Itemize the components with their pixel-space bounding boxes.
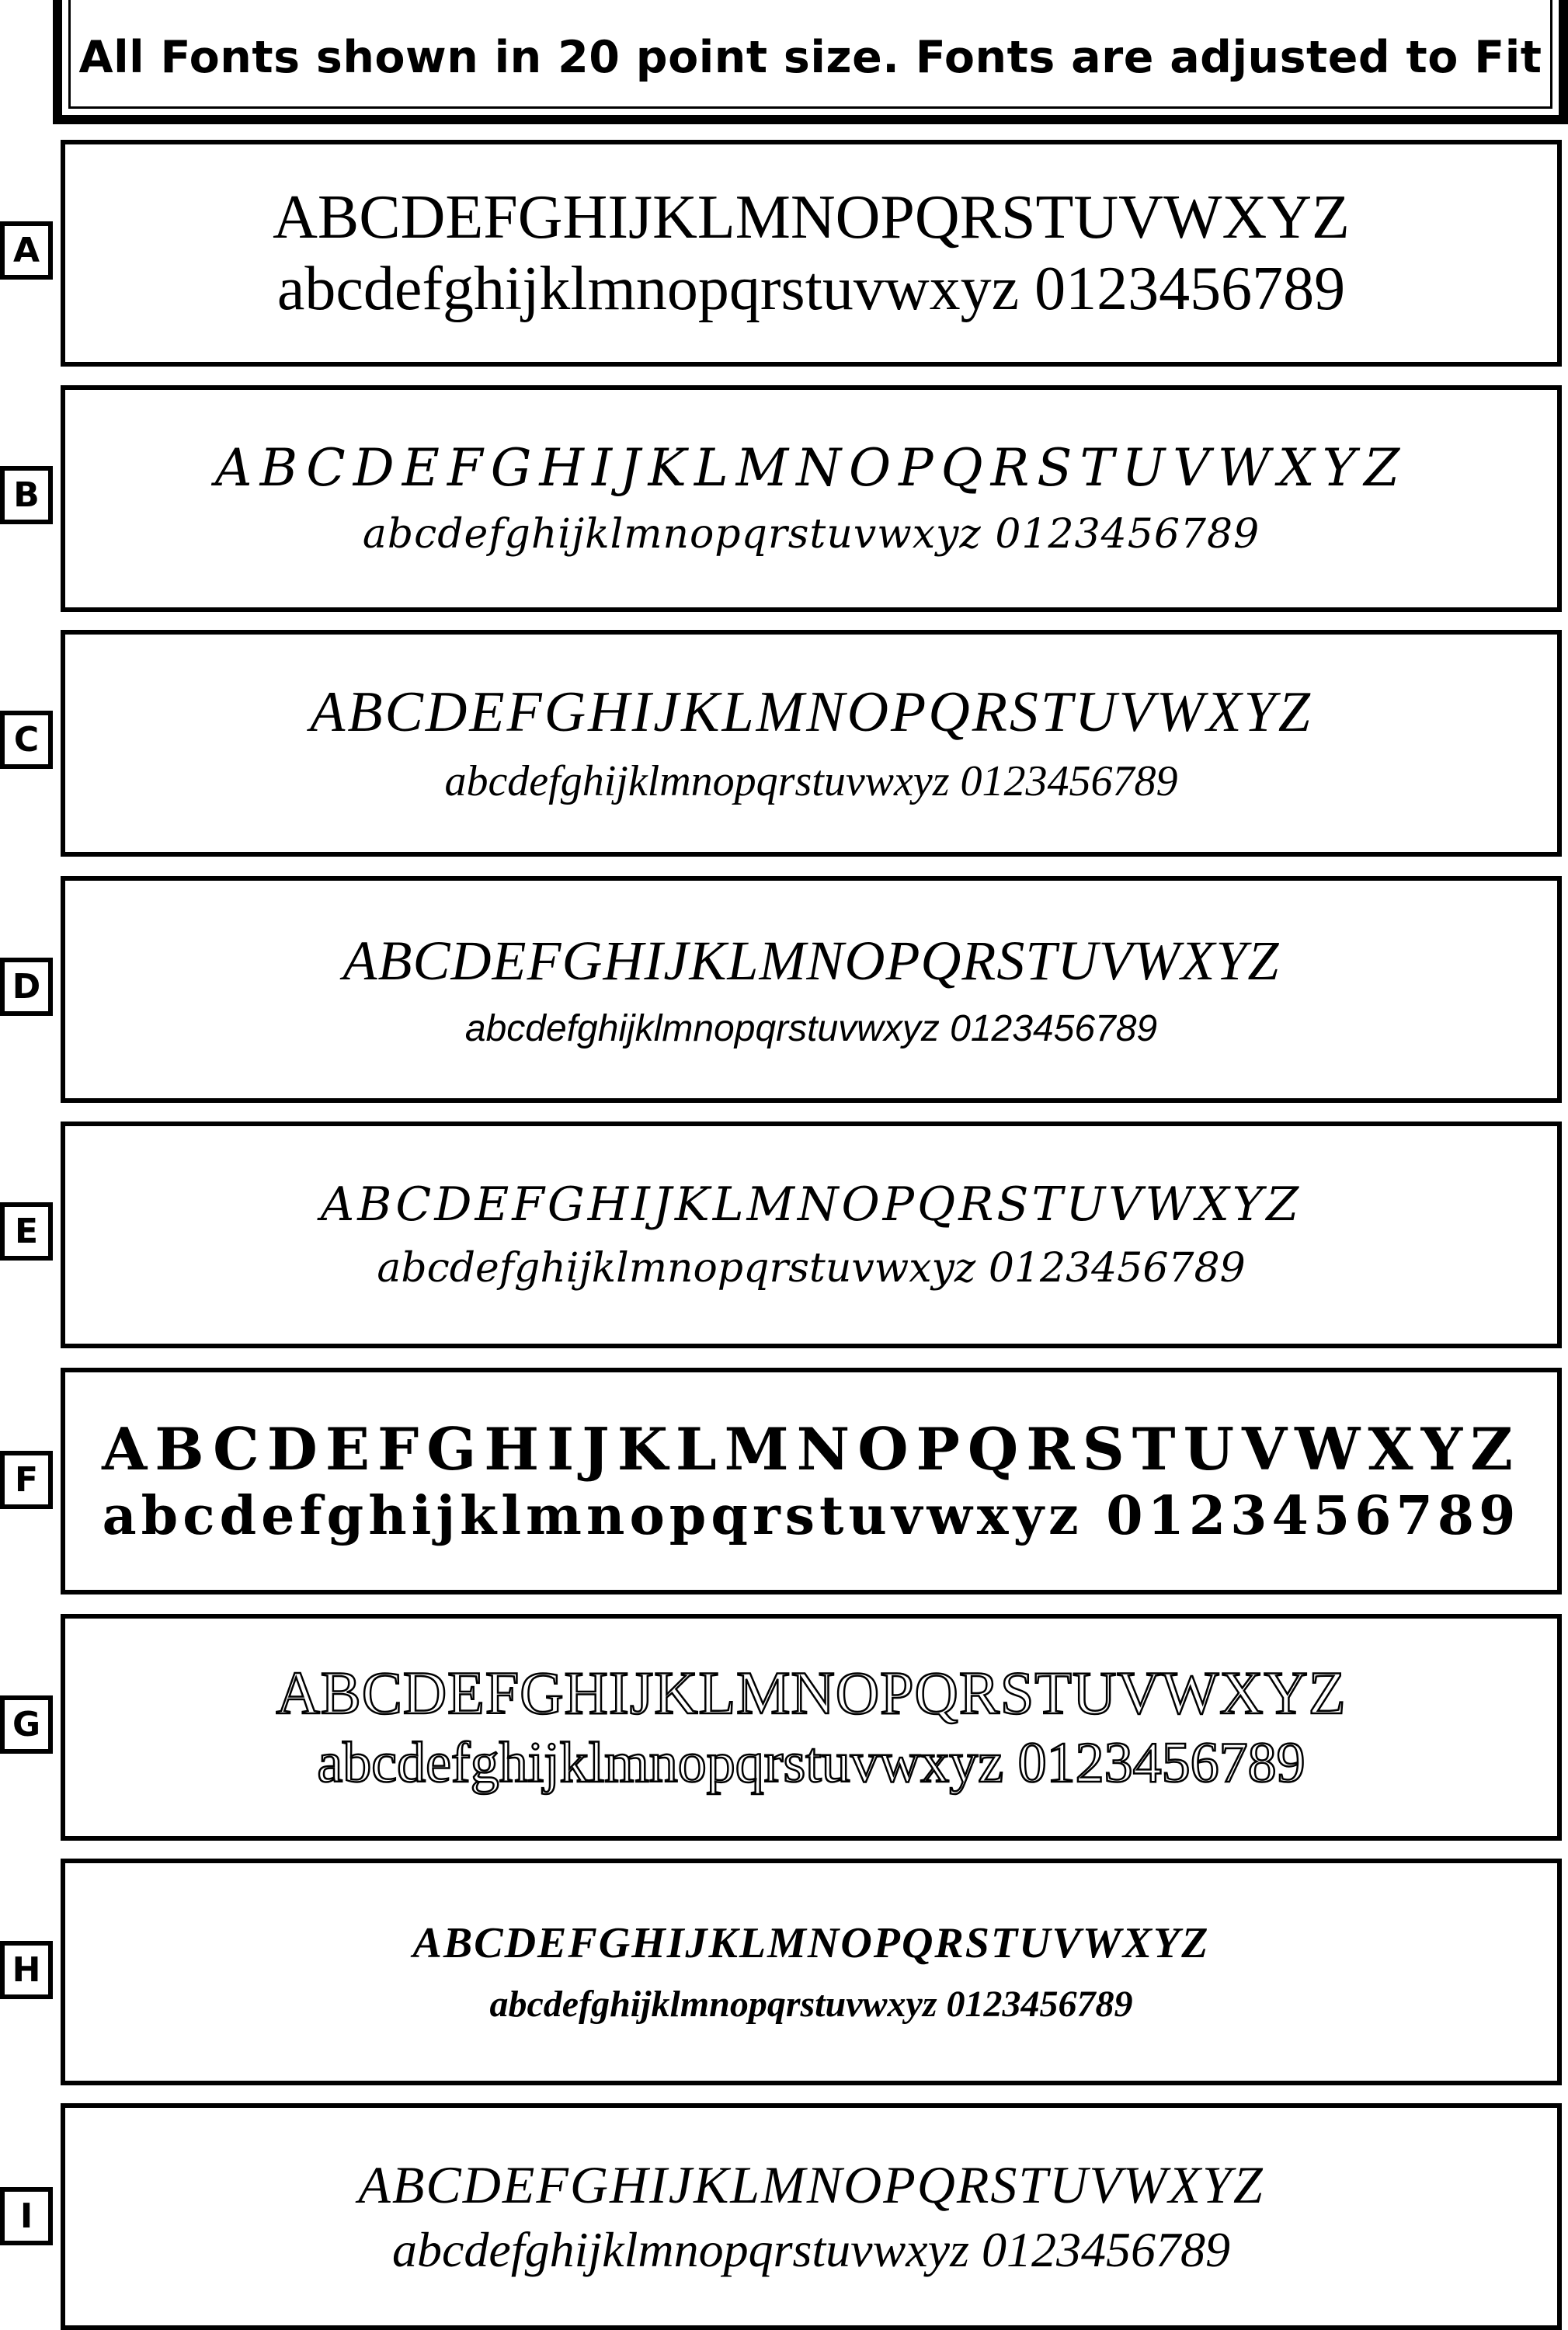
font-option-label-h[interactable] — [0, 1941, 53, 1999]
option-letter: F — [14, 1460, 39, 1500]
option-letter: A — [12, 231, 40, 270]
uppercase-sample: ABCDEFGHIJKLMNOPQRSTUVWXYZ — [102, 1414, 1521, 1483]
font-sample-b[interactable] — [61, 385, 1562, 612]
lowercase-sample: abcdefghijklmnopqrstuvwxyz 0123456789 — [362, 511, 1260, 558]
option-letter: I — [19, 2196, 33, 2236]
uppercase-sample: ABCDEFGHIJKLMNOPQRSTUVWXYZ — [214, 438, 1408, 499]
font-option-label-c[interactable] — [0, 711, 53, 769]
font-option-label-e[interactable] — [0, 1202, 53, 1261]
font-sample-f[interactable] — [61, 1368, 1562, 1594]
uppercase-sample: ABCDEFGHIJKLMNOPQRSTUVWXYZ — [276, 1658, 1347, 1727]
uppercase-sample: ABCDEFGHIJKLMNOPQRSTUVWXYZ — [310, 680, 1312, 745]
option-letter: B — [13, 475, 40, 515]
option-letter: C — [13, 720, 40, 760]
font-option-label-b[interactable] — [0, 466, 53, 524]
font-option-label-d[interactable] — [0, 958, 53, 1016]
lowercase-sample: abcdefghijklmnopqrstuvwxyz 0123456789 — [317, 1731, 1306, 1796]
uppercase-sample: ABCDEFGHIJKLMNOPQRSTUVWXYZ — [412, 1919, 1210, 1968]
font-sample-a[interactable] — [61, 140, 1562, 367]
uppercase-sample: ABCDEFGHIJKLMNOPQRSTUVWXYZ — [320, 1177, 1302, 1232]
font-option-label-a[interactable] — [0, 221, 53, 280]
font-sample-c[interactable] — [61, 630, 1562, 857]
option-letter: H — [12, 1950, 41, 1990]
lowercase-sample: abcdefghijklmnopqrstuvwxyz 0123456789 — [489, 1983, 1133, 2025]
font-sample-h[interactable] — [61, 1859, 1562, 2085]
font-sample-e[interactable] — [61, 1122, 1562, 1348]
lowercase-sample: abcdefghijklmnopqrstuvwxyz 0123456789 — [276, 255, 1346, 323]
lowercase-sample: abcdefghijklmnopqrstuvwxyz 0123456789 — [102, 1485, 1521, 1548]
font-sample-g[interactable] — [61, 1614, 1562, 1841]
font-option-label-g[interactable] — [0, 1695, 53, 1754]
header-banner — [53, 0, 1568, 124]
font-option-label-f[interactable] — [0, 1451, 53, 1509]
uppercase-sample: ABCDEFGHIJKLMNOPQRSTUVWXYZ — [358, 2155, 1264, 2215]
option-letter: D — [12, 967, 41, 1007]
lowercase-sample: abcdefghijklmnopqrstuvwxyz 0123456789 — [444, 757, 1178, 806]
uppercase-sample: ABCDEFGHIJKLMNOPQRSTUVWXYZ — [273, 183, 1350, 252]
option-letter: E — [14, 1212, 39, 1251]
font-sample-d[interactable] — [61, 876, 1562, 1103]
lowercase-sample: abcdefghijklmnopqrstuvwxyz 0123456789 — [464, 1007, 1158, 1049]
option-letter: G — [12, 1705, 41, 1744]
font-option-label-i[interactable] — [0, 2187, 53, 2245]
lowercase-sample: abcdefghijklmnopqrstuvwxyz 0123456789 — [377, 1244, 1246, 1292]
uppercase-sample: ABCDEFGHIJKLMNOPQRSTUVWXYZ — [342, 930, 1280, 992]
font-sample-i[interactable] — [61, 2103, 1562, 2330]
page-title: All Fonts shown in 20 point size. Fonts are adjusted to Fit — [78, 32, 1542, 83]
lowercase-sample: abcdefghijklmnopqrstuvwxyz 0123456789 — [392, 2222, 1230, 2278]
